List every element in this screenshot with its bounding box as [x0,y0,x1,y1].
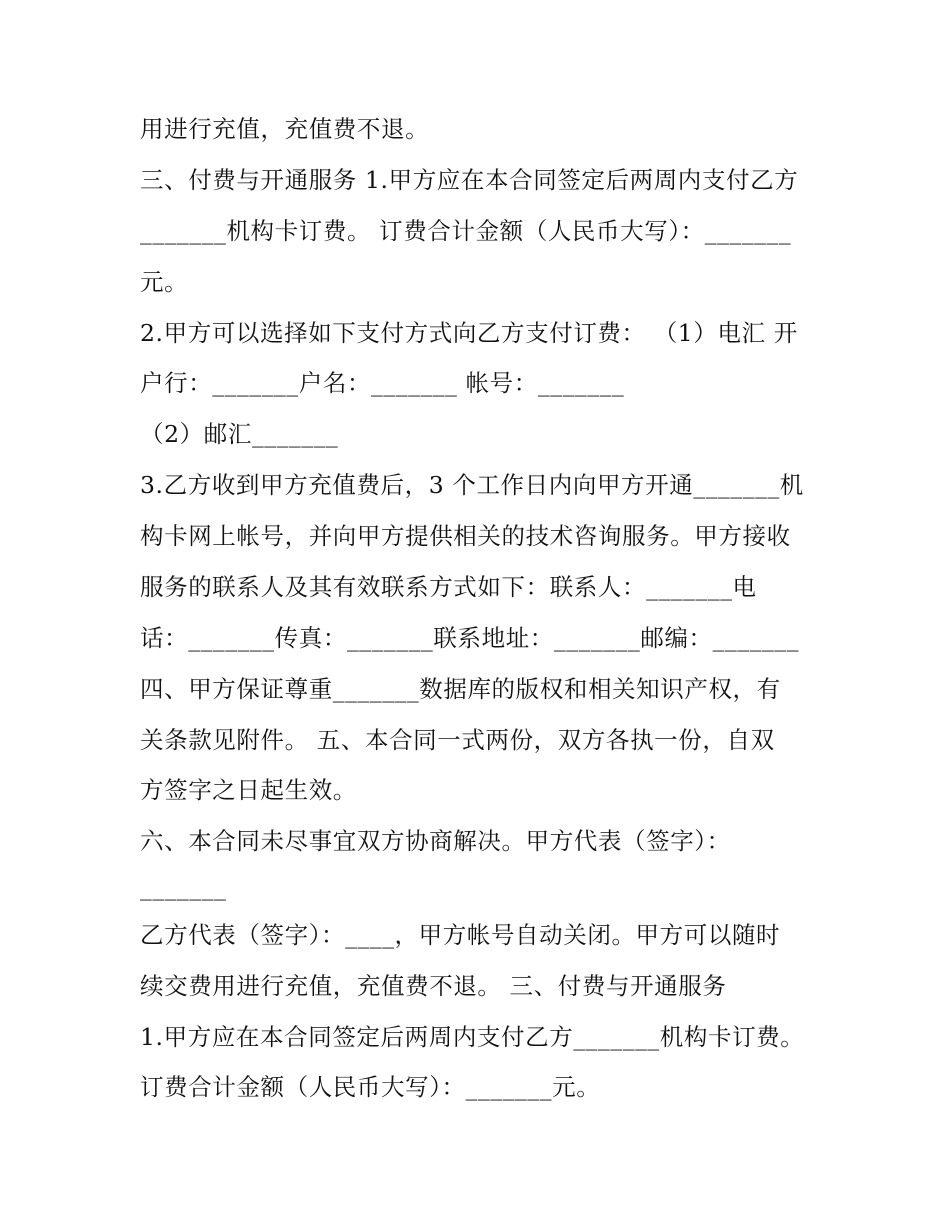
text-line: （2）邮汇_______ [140,420,339,448]
text-line: 关条款见附件。 五、本合同一式两份，双方各执一份，自双 [140,726,775,754]
text-line: 续交费用进行充值，充值费不退。 三、付费与开通服务 [140,972,727,1000]
text-line: 乙方代表（签字）：____，甲方帐号自动关闭。甲方可以随时 [140,921,781,949]
text-line: 用进行充值，充值费不退。 [140,115,430,143]
text-line: 服务的联系人及其有效联系方式如下：联系人：_______电 [140,573,757,601]
text-line: 六、本合同未尽事宜双方协商解决。甲方代表（签字）： [140,827,731,855]
text-line: _______机构卡订费。 订费合计金额（人民币大写）：_______ [140,217,792,245]
text-line: 三、付费与开通服务 1.甲方应在本合同签定后两周内支付乙方 [140,166,799,194]
text-line: 户行：_______户名：_______ 帐号：_______ [140,369,625,397]
text-line: 话：_______传真：_______联系地址：_______邮编：_______ [140,624,800,652]
text-line: _______ [140,873,227,901]
text-line: 3.乙方收到甲方充值费后，3 个工作日内向甲方开通_______机 [140,471,804,499]
text-line: 方签字之日起生效。 [140,776,357,804]
text-line: 订费合计金额（人民币大写）：_______元。 [140,1073,601,1101]
text-line: 2.甲方可以选择如下支付方式向乙方支付订费： （1）电汇 开 [140,319,798,347]
text-line: 构卡网上帐号，并向甲方提供相关的技术咨询服务。甲方接收 [140,522,791,550]
text-line: 四、甲方保证尊重_______数据库的版权和相关知识产权，有 [140,675,781,703]
text-line: 1.甲方应在本合同签定后两周内支付乙方_______机构卡订费。 [140,1023,805,1051]
text-line: 元。 [140,268,189,296]
